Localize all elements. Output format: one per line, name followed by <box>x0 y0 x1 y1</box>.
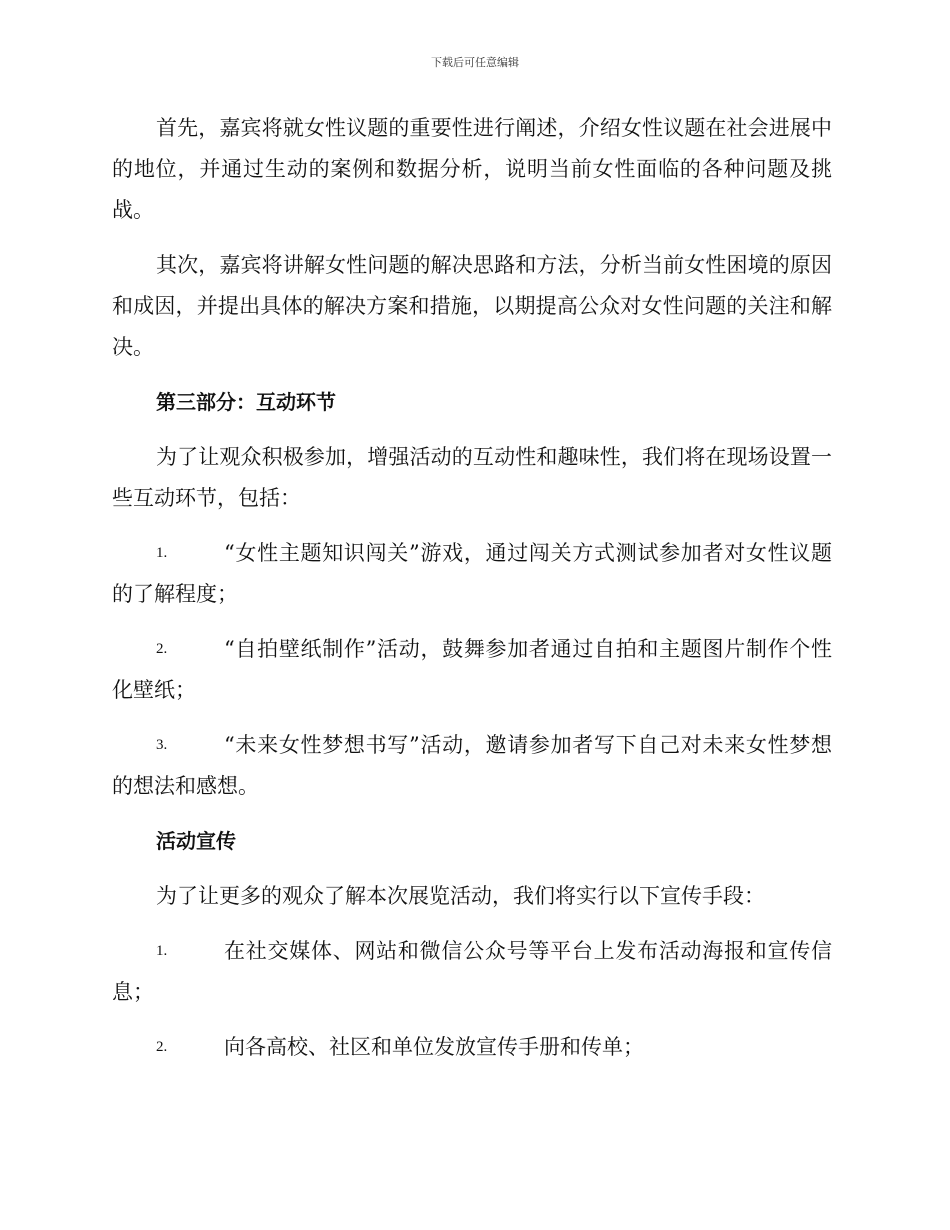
paragraph-intro-first: 首先，嘉宾将就女性议题的重要性进行阐述，介绍女性议题在社会进展中的地位，并通过生动的案例和数据分析，说明当前女性面临的各种问题及挑战。 <box>112 116 832 222</box>
paragraph-interaction-intro: 为了让观众积极参加，增强活动的互动性和趣味性，我们将在现场设置一些互动环节，包括： <box>112 445 832 510</box>
list-item-text: 在社交媒体、网站和微信公众号等平台上发布活动海报和宣传信息； <box>112 939 832 1004</box>
page-header-note: 下载后可任意编辑 <box>431 56 519 69</box>
document-body <box>112 108 832 1082</box>
paragraph-intro-second: 其次，嘉宾将讲解女性问题的解决思路和方法，分析当前女性困境的原因和成因，并提出具体的解决方案和措施，以期提高公众对女性问题的关注和解决。 <box>112 253 832 359</box>
list-item <box>112 931 832 1013</box>
paragraph-promotion-intro: 为了让更多的观众了解本次展览活动，我们将实行以下宣传手段： <box>156 884 765 908</box>
list-item <box>112 533 832 615</box>
list-item-number: 1. <box>156 545 168 561</box>
list-item-text: “未来女性梦想书写”活动，邀请参加者写下自己对未来女性梦想的想法和感想。 <box>112 733 832 798</box>
section-heading-promotion: 活动宣传 <box>156 829 236 853</box>
list-item <box>112 629 832 711</box>
list-item <box>112 725 832 807</box>
section-heading-interaction: 第三部分：互动环节 <box>156 390 336 414</box>
list-item <box>112 1027 832 1068</box>
list-item-number: 3. <box>156 737 168 753</box>
list-item-number: 1. <box>156 943 168 959</box>
list-item-text: “自拍壁纸制作”活动，鼓舞参加者通过自拍和主题图片制作个性化壁纸； <box>112 637 832 702</box>
list-item-number: 2. <box>156 1039 168 1055</box>
list-item-number: 2. <box>156 641 168 657</box>
list-item-text: “女性主题知识闯关”游戏，通过闯关方式测试参加者对女性议题的了解程度； <box>112 541 832 606</box>
list-item-text: 向各高校、社区和单位发放宣传手册和传单； <box>224 1035 644 1059</box>
